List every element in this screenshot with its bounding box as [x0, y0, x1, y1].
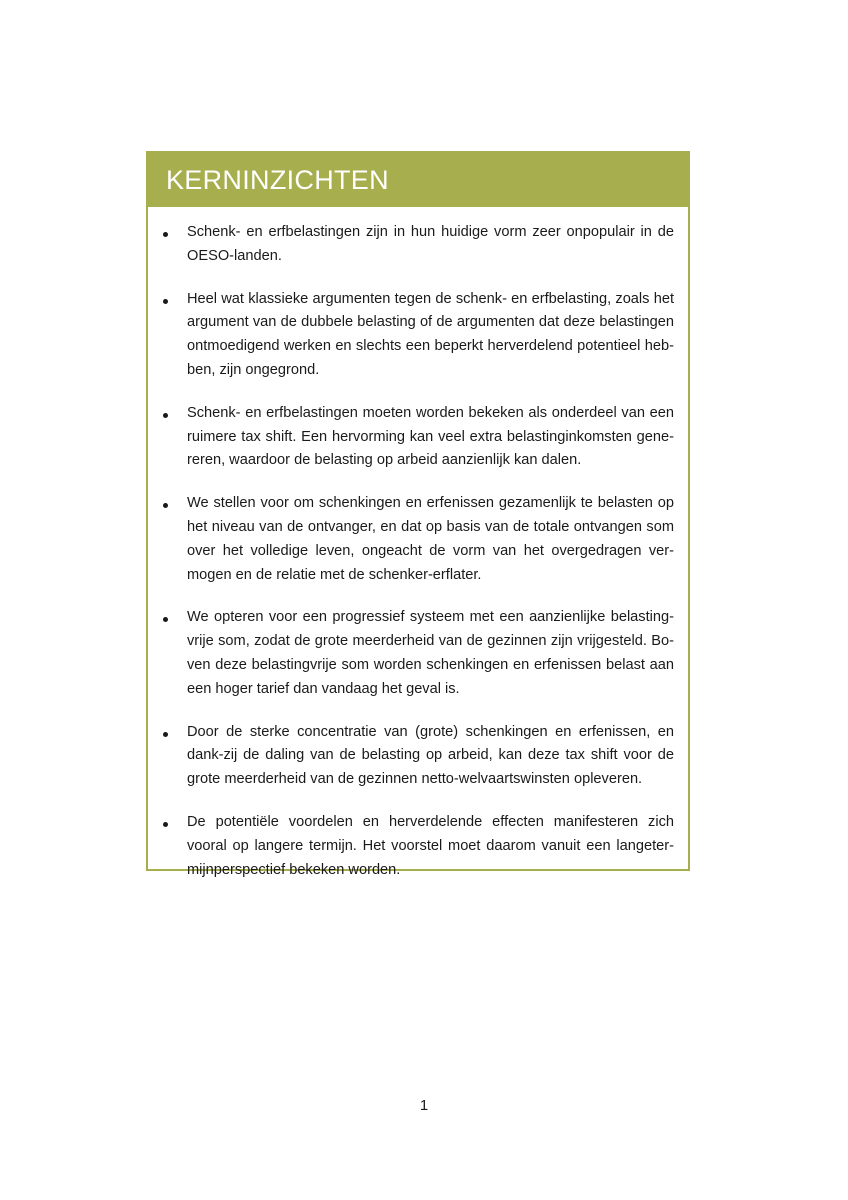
list-item-text: Schenk- en erfbelastingen zijn in hun huidige vorm zeer onpopulair in de OESO-landen.	[187, 224, 674, 264]
page-number: 1	[419, 1097, 429, 1114]
bullet-icon	[162, 221, 187, 245]
list-item	[162, 288, 674, 383]
key-insights-header	[148, 153, 688, 207]
bullet-icon	[162, 606, 187, 630]
list-item-text: Door de sterke concentratie van (grote) schenkingen en erfenissen, en dank-zij de daling van de belasting op arbeid, kan deze tax shift voor de grote meerderheid van de gezinnen netto-welvaartswinsten opleveren.	[187, 723, 674, 788]
list-item-text: De potentiële voordelen en herverdelende effecten manifesteren zich vooral op langere termijn. Het voorstel moet daarom vanuit een langeter-mijnperspectief bekeken worden.	[187, 813, 674, 878]
list-item	[162, 811, 674, 882]
list-item-text: Schenk- en erfbelastingen moeten worden bekeken als onderdeel van een ruimere tax shift. Een hervorming kan veel extra belastinginkomsten gene-reren, waardoor de belasting op arbeid aanzienlijk kan dalen.	[187, 404, 674, 469]
bullet-icon	[162, 492, 187, 516]
list-item-text: We opteren voor een progressief systeem met een aanzienlijke belasting-vrije som, zodat de grote meerderheid van de gezinnen zijn vrijgesteld. Bo-ven deze belastingvrije som worden schenkingen en erfenissen belast aan een hoger tarief dan vandaag het geval is.	[187, 609, 674, 697]
key-insights-list	[148, 207, 688, 882]
bullet-icon	[162, 811, 187, 835]
list-item-text: We stellen voor om schenkingen en erfenissen gezamenlijk te belasten op het niveau van de ontvanger, en dat op basis van de totale ontvangen som over het volledige leven, ongeacht de vorm van het overgedragen ver-mogen en de relatie met de schenker-erflater.	[187, 495, 674, 583]
bullet-icon	[162, 402, 187, 426]
list-item-text: Heel wat klassieke argumenten tegen de schenk- en erfbelasting, zoals het argument van de dubbele belasting of de argumenten dat deze belastingen ontmoedigend werken en slechts een beperkt herverdelend potentieel heb-ben, zijn ongegrond.	[187, 290, 674, 378]
list-item	[162, 721, 674, 792]
key-insights-title: KERNINZICHTEN	[166, 164, 389, 195]
key-insights-box	[146, 151, 690, 878]
bullet-icon	[162, 288, 187, 312]
list-item	[162, 492, 674, 587]
list-item	[162, 606, 674, 701]
list-item	[162, 221, 674, 269]
bullet-icon	[162, 721, 187, 745]
list-item	[162, 402, 674, 473]
